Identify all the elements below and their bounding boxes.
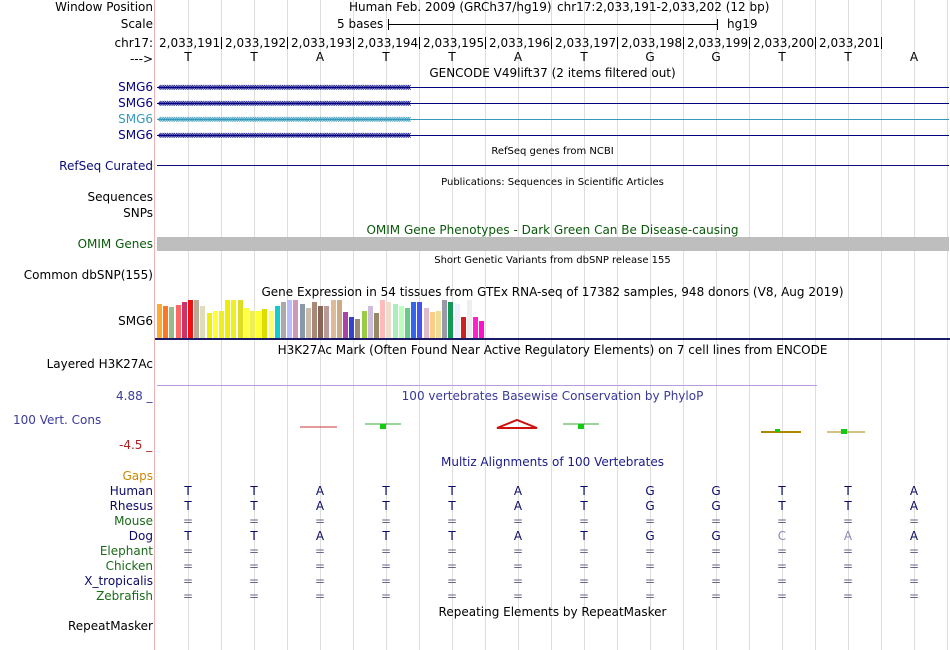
gtex-tissue-bar[interactable] [343, 312, 348, 338]
multiz-base: A [513, 484, 523, 498]
multiz-base: = [644, 514, 656, 528]
genome-db-label: hg19 [727, 17, 758, 31]
gtex-tissue-bar[interactable] [399, 306, 404, 338]
multiz-base: = [248, 589, 260, 603]
phylop-max-label: 4.88 _ [116, 389, 153, 403]
multiz-base: A [315, 499, 325, 513]
multiz-base: = [380, 559, 392, 573]
multiz-base: T [580, 499, 588, 513]
gtex-tissue-bar[interactable] [182, 302, 187, 338]
base-letter: A [315, 50, 325, 64]
refseq-track-label[interactable]: RefSeq Curated [59, 159, 153, 173]
multiz-base: = [512, 589, 524, 603]
gtex-tissue-bar[interactable] [213, 311, 218, 338]
multiz-base: = [578, 544, 590, 558]
ruler-tick-label: 2,033,198 [621, 36, 683, 50]
gtex-tissue-bar[interactable] [430, 312, 435, 338]
multiz-base: = [908, 559, 920, 573]
multiz-base: = [512, 544, 524, 558]
multiz-base: T [778, 484, 786, 498]
gtex-tissue-bar[interactable] [405, 308, 410, 338]
multiz-base: A [909, 529, 919, 543]
scale-bar-text: 5 bases [337, 17, 384, 31]
multiz-base: = [182, 589, 194, 603]
gtex-tissue-bar[interactable] [467, 300, 472, 338]
multiz-base: T [382, 484, 390, 498]
dbsnp-track-title: Short Genetic Variants from dbSNP release 155 [434, 255, 671, 266]
gtex-tissue-bar[interactable] [417, 302, 422, 338]
refseq-track-title: RefSeq genes from NCBI [491, 146, 614, 157]
multiz-base: T [448, 529, 456, 543]
base-letter: T [844, 50, 852, 64]
ruler-tick [551, 37, 552, 49]
multiz-base: T [448, 499, 456, 513]
multiz-base: = [182, 514, 194, 528]
multiz-base: = [314, 544, 326, 558]
multiz-species-label[interactable]: Mouse [114, 514, 153, 528]
multiz-base: = [578, 514, 590, 528]
multiz-base: = [446, 589, 458, 603]
base-letter: T [184, 50, 192, 64]
multiz-base: T [184, 529, 192, 543]
gtex-tissue-bar[interactable] [436, 311, 441, 338]
gtex-tissue-bar[interactable] [461, 317, 466, 338]
multiz-base: = [710, 559, 722, 573]
multiz-base: T [250, 529, 258, 543]
gtex-tissue-bar[interactable] [424, 308, 429, 338]
multiz-species-label[interactable]: Chicken [105, 559, 153, 573]
ruler-tick-label: 2,033,193 [291, 36, 353, 50]
ruler-tick [749, 37, 750, 49]
multiz-base: T [448, 484, 456, 498]
gtex-tissue-bar[interactable] [312, 302, 317, 338]
gtex-tissue-bar[interactable] [324, 306, 329, 338]
gtex-tissue-bar[interactable] [219, 311, 224, 338]
gtex-tissue-bar[interactable] [275, 306, 280, 338]
ruler-tick-label: 2,033,196 [489, 36, 551, 50]
ruler-tick-label: 2,033,192 [225, 36, 287, 50]
base-letter: A [513, 50, 523, 64]
multiz-base: A [513, 529, 523, 543]
multiz-base: = [578, 574, 590, 588]
ruler-tick [221, 37, 222, 49]
multiz-base: = [314, 574, 326, 588]
repeatmasker-track-label[interactable]: RepeatMasker [67, 619, 153, 633]
multiz-base: = [512, 559, 524, 573]
multiz-base: = [380, 514, 392, 528]
multiz-base: A [843, 529, 853, 543]
multiz-base: = [776, 544, 788, 558]
gencode-transcript-label[interactable]: SMG6 [118, 96, 153, 110]
multiz-base: A [315, 529, 325, 543]
multiz-base: = [512, 574, 524, 588]
multiz-base: G [645, 529, 655, 543]
ruler-tick-label: 2,033,191 [159, 36, 221, 50]
multiz-base: T [250, 484, 258, 498]
multiz-base: = [182, 574, 194, 588]
multiz-base: = [446, 544, 458, 558]
gtex-track-title: Gene Expression in 54 tissues from GTEx RNA-seq of 17382 samples, 948 donors (V8, Aug 2019) [261, 285, 844, 299]
publications-snps-label[interactable]: SNPs [123, 206, 153, 220]
window-position-label: Window Position [55, 0, 153, 14]
multiz-species-label[interactable]: Human [109, 484, 153, 498]
ruler-tick [617, 37, 618, 49]
multiz-base: = [842, 544, 854, 558]
multiz-base: = [776, 514, 788, 528]
gtex-tissue-bar[interactable] [473, 317, 478, 338]
multiz-base: A [909, 484, 919, 498]
gtex-tissue-bar[interactable] [207, 313, 212, 338]
scale-label: Scale [120, 17, 153, 31]
window-position-text: chr17:2,033,191-2,033,202 (12 bp) [557, 0, 770, 14]
multiz-base: = [842, 559, 854, 573]
refseq-gene-line[interactable] [157, 165, 949, 166]
multiz-species-label[interactable]: Dog [128, 529, 153, 543]
publications-track-title: Publications: Sequences in Scientific Articles [441, 177, 664, 188]
multiz-base: T [580, 484, 588, 498]
multiz-base: = [248, 544, 260, 558]
gtex-tissue-bar[interactable] [200, 306, 205, 338]
repeatmasker-track-title: Repeating Elements by RepeatMasker [438, 605, 667, 619]
multiz-base: = [644, 574, 656, 588]
phylop-bar-positive [578, 424, 584, 429]
ruler-tick-label: 2,033,201 [819, 36, 881, 50]
strand-label: ---> [129, 52, 153, 66]
multiz-base: = [578, 589, 590, 603]
gtex-tissue-bar[interactable] [386, 302, 391, 338]
multiz-base: = [182, 559, 194, 573]
ruler-tick-label: 2,033,200 [753, 36, 815, 50]
base-letter: G [645, 50, 655, 64]
gtex-tissue-bar[interactable] [448, 302, 453, 338]
gencode-strand-arrows: ‹‹‹‹‹‹‹‹‹‹‹‹‹‹‹‹‹‹‹‹‹‹‹‹‹‹‹‹‹‹‹‹‹‹‹‹‹‹‹‹‹‹‹‹‹‹‹‹‹‹‹‹‹‹‹‹‹‹‹‹‹‹‹‹‹‹‹‹‹‹‹‹‹‹‹‹‹‹‹‹‹‹‹‹‹‹‹‹‹‹‹‹‹‹‹‹‹‹‹‹‹‹‹‹‹‹‹‹‹‹‹‹‹‹‹‹‹‹‹‹‹‹‹‹‹‹‹‹‹‹‹‹‹‹‹‹‹‹‹‹ [157, 112, 409, 126]
h3k27ac-track-title: H3K27Ac Mark (Often Found Near Active Regulatory Elements) on 7 cell lines from ENCODE [277, 343, 828, 357]
multiz-gaps-label[interactable]: Gaps [122, 469, 153, 483]
gencode-strand-arrows: ‹‹‹‹‹‹‹‹‹‹‹‹‹‹‹‹‹‹‹‹‹‹‹‹‹‹‹‹‹‹‹‹‹‹‹‹‹‹‹‹‹‹‹‹‹‹‹‹‹‹‹‹‹‹‹‹‹‹‹‹‹‹‹‹‹‹‹‹‹‹‹‹‹‹‹‹‹‹‹‹‹‹‹‹‹‹‹‹‹‹‹‹‹‹‹‹‹‹‹‹‹‹‹‹‹‹‹‹‹‹‹‹‹‹‹‹‹‹‹‹‹‹‹‹‹‹‹‹‹‹‹‹‹‹‹‹‹‹‹‹ [157, 128, 409, 142]
multiz-base: G [711, 484, 721, 498]
multiz-base: = [710, 544, 722, 558]
ruler-tick [881, 37, 882, 49]
multiz-base: T [844, 484, 852, 498]
multiz-species-label[interactable]: Elephant [99, 544, 153, 558]
multiz-base: G [711, 499, 721, 513]
gtex-tissue-bar[interactable] [256, 311, 261, 338]
phylop-bar-positive [380, 424, 386, 429]
multiz-base: = [248, 514, 260, 528]
phylop-signal-graph[interactable] [155, 400, 950, 450]
multiz-base: A [909, 499, 919, 513]
omim-track-title: OMIM Gene Phenotypes - Dark Green Can Be Disease-causing [366, 223, 739, 237]
gencode-transcript-label[interactable]: SMG6 [118, 128, 153, 142]
scale-bar-right-tick [717, 19, 718, 30]
gtex-tissue-bar[interactable] [293, 300, 298, 338]
ruler-tick [287, 37, 288, 49]
base-letter: G [711, 50, 721, 64]
gtex-tissue-bar[interactable] [411, 302, 416, 338]
multiz-base: = [908, 514, 920, 528]
scale-bar [388, 24, 718, 25]
multiz-base: = [248, 559, 260, 573]
multiz-base: = [644, 589, 656, 603]
ruler-tick [683, 37, 684, 49]
multiz-base: = [380, 589, 392, 603]
gtex-tissue-bar[interactable] [306, 308, 311, 338]
multiz-base: = [248, 574, 260, 588]
gencode-strand-arrows: ‹‹‹‹‹‹‹‹‹‹‹‹‹‹‹‹‹‹‹‹‹‹‹‹‹‹‹‹‹‹‹‹‹‹‹‹‹‹‹‹‹‹‹‹‹‹‹‹‹‹‹‹‹‹‹‹‹‹‹‹‹‹‹‹‹‹‹‹‹‹‹‹‹‹‹‹‹‹‹‹‹‹‹‹‹‹‹‹‹‹‹‹‹‹‹‹‹‹‹‹‹‹‹‹‹‹‹‹‹‹‹‹‹‹‹‹‹‹‹‹‹‹‹‹‹‹‹‹‹‹‹‹‹‹‹‹‹‹‹‹ [157, 80, 409, 94]
gtex-tissue-bar[interactable] [374, 313, 379, 338]
omim-gene-bar[interactable] [157, 237, 949, 251]
multiz-base: G [645, 484, 655, 498]
gtex-tissue-bar[interactable] [244, 308, 249, 338]
publications-sequences-label[interactable]: Sequences [87, 190, 153, 204]
phylop-track-label[interactable]: 100 Vert. Cons [13, 413, 102, 427]
gencode-transcript-label[interactable]: SMG6 [118, 80, 153, 94]
multiz-base: = [446, 514, 458, 528]
multiz-base: = [842, 574, 854, 588]
omim-track-label[interactable]: OMIM Genes [77, 237, 153, 251]
gtex-tissue-bar[interactable] [355, 319, 360, 338]
gtex-tissue-bar[interactable] [176, 305, 181, 338]
gtex-tissue-bar[interactable] [157, 304, 162, 338]
multiz-base: = [380, 544, 392, 558]
multiz-track-title: Multiz Alignments of 100 Vertebrates [440, 455, 665, 469]
multiz-base: = [380, 574, 392, 588]
multiz-base: = [908, 589, 920, 603]
multiz-base: T [184, 484, 192, 498]
gtex-tissue-bar[interactable] [380, 300, 385, 338]
multiz-base: = [710, 589, 722, 603]
phylop-bar-positive [841, 429, 847, 434]
multiz-base: = [710, 574, 722, 588]
multiz-base: G [711, 529, 721, 543]
gtex-tissue-bar[interactable] [169, 307, 174, 338]
multiz-base: T [250, 499, 258, 513]
multiz-base: = [776, 574, 788, 588]
scale-bar-left-tick [388, 19, 389, 30]
multiz-base: = [644, 559, 656, 573]
multiz-species-label[interactable]: Rhesus [109, 499, 153, 513]
multiz-base: = [512, 514, 524, 528]
gtex-tissue-bar[interactable] [442, 300, 447, 338]
gtex-tissue-bar[interactable] [269, 311, 274, 338]
ruler-tick-label: 2,033,194 [357, 36, 419, 50]
base-letter: T [382, 50, 390, 64]
multiz-base: T [778, 499, 786, 513]
multiz-base: = [842, 514, 854, 528]
multiz-base: = [710, 514, 722, 528]
multiz-base: A [513, 499, 523, 513]
multiz-base: = [776, 559, 788, 573]
gtex-tissue-bar[interactable] [262, 309, 267, 338]
multiz-base: = [644, 544, 656, 558]
multiz-base: T [580, 529, 588, 543]
ruler-tick-label: 2,033,195 [423, 36, 485, 50]
base-letter: A [909, 50, 919, 64]
gtex-tissue-bar[interactable] [231, 300, 236, 338]
multiz-base: = [776, 589, 788, 603]
gtex-tissue-bar[interactable] [479, 321, 484, 338]
gtex-tissue-bar[interactable] [281, 302, 286, 338]
gtex-tissue-bar[interactable] [393, 304, 398, 338]
gtex-tissue-bar[interactable] [250, 311, 255, 338]
gtex-tissue-bar[interactable] [368, 306, 373, 338]
gtex-tissue-bar[interactable] [337, 300, 342, 338]
gtex-tissue-bar[interactable] [455, 304, 460, 338]
base-letter: T [778, 50, 786, 64]
ruler-tick-label: 2,033,199 [687, 36, 749, 50]
h3k27ac-track-label[interactable]: Layered H3K27Ac [46, 357, 153, 371]
multiz-base: T [844, 499, 852, 513]
multiz-base: G [645, 499, 655, 513]
gtex-tissue-bar[interactable] [238, 300, 243, 338]
multiz-base: = [446, 574, 458, 588]
gencode-strand-arrows: ‹‹‹‹‹‹‹‹‹‹‹‹‹‹‹‹‹‹‹‹‹‹‹‹‹‹‹‹‹‹‹‹‹‹‹‹‹‹‹‹‹‹‹‹‹‹‹‹‹‹‹‹‹‹‹‹‹‹‹‹‹‹‹‹‹‹‹‹‹‹‹‹‹‹‹‹‹‹‹‹‹‹‹‹‹‹‹‹‹‹‹‹‹‹‹‹‹‹‹‹‹‹‹‹‹‹‹‹‹‹‹‹‹‹‹‹‹‹‹‹‹‹‹‹‹‹‹‹‹‹‹‹‹‹‹‹‹‹‹‹ [157, 96, 409, 110]
gtex-tissue-bar[interactable] [331, 300, 336, 338]
gtex-tissue-bar[interactable] [194, 300, 199, 338]
gtex-tissue-bar[interactable] [287, 300, 292, 338]
multiz-base: = [314, 514, 326, 528]
ruler-tick [353, 37, 354, 49]
gtex-tissue-bar[interactable] [318, 306, 323, 338]
base-letter: T [580, 50, 588, 64]
phylop-track-title: 100 vertebrates Basewise Conservation by PhyloP [401, 389, 704, 403]
multiz-species-label[interactable]: X_tropicalis [84, 574, 153, 588]
multiz-base: C [777, 529, 787, 543]
multiz-species-label[interactable]: Zebrafish [96, 589, 153, 603]
chrom-label: chr17: [114, 36, 153, 50]
gtex-tissue-bar[interactable] [300, 304, 305, 338]
phylop-bar-positive [775, 429, 780, 432]
ruler-tick [485, 37, 486, 49]
gtex-track-label[interactable]: SMG6 [118, 314, 153, 328]
gtex-tissue-bar[interactable] [188, 300, 193, 338]
gencode-transcript-label[interactable]: SMG6 [118, 112, 153, 126]
ruler-tick [815, 37, 816, 49]
gtex-tissue-bar[interactable] [225, 300, 230, 338]
phylop-bar-negative [497, 420, 537, 428]
multiz-base: = [908, 574, 920, 588]
gtex-tissue-bar[interactable] [349, 317, 354, 338]
gencode-track-title: GENCODE V49lift37 (2 items filtered out) [429, 66, 676, 80]
multiz-base: = [182, 544, 194, 558]
dbsnp-track-label[interactable]: Common dbSNP(155) [23, 268, 153, 282]
gtex-baseline [155, 338, 950, 340]
multiz-base: = [908, 544, 920, 558]
h3k27ac-signal-line[interactable] [157, 385, 817, 386]
multiz-base: A [315, 484, 325, 498]
gtex-tissue-bar[interactable] [163, 306, 168, 338]
multiz-base: = [842, 589, 854, 603]
base-letter: T [250, 50, 258, 64]
assembly-title: Human Feb. 2009 (GRCh37/hg19) [349, 0, 552, 14]
multiz-base: = [314, 589, 326, 603]
ruler-tick-label: 2,033,197 [555, 36, 617, 50]
multiz-base: = [578, 559, 590, 573]
multiz-base: = [314, 559, 326, 573]
gtex-tissue-bar[interactable] [362, 311, 367, 338]
multiz-base: T [382, 499, 390, 513]
multiz-base: = [446, 559, 458, 573]
ruler-tick [419, 37, 420, 49]
multiz-base: T [184, 499, 192, 513]
phylop-min-label: -4.5 _ [119, 438, 153, 452]
base-letter: T [448, 50, 456, 64]
multiz-base: T [382, 529, 390, 543]
